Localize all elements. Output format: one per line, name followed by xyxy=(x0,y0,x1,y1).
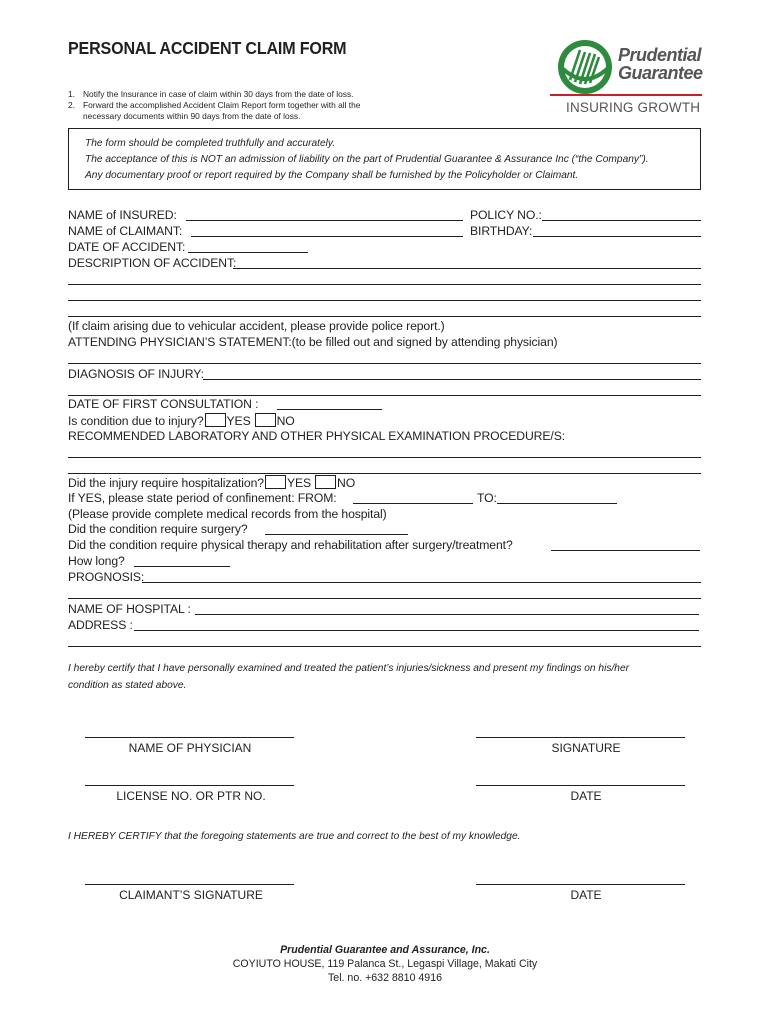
instruction-item: 2. Forward the accomplished Accident Claim Report form together with all the xyxy=(68,100,361,110)
description-line[interactable] xyxy=(68,300,701,301)
name-claimant-label: NAME of CLAIMANT: xyxy=(68,224,183,238)
physician-certification-cont: condition as stated above. xyxy=(68,680,187,691)
instruction-item: 1. Notify the Insurance in case of claim within 30 days from the date of loss. xyxy=(68,89,354,99)
footer-tel: Tel. no. +632 8810 4916 xyxy=(328,972,442,984)
prognosis-field[interactable] xyxy=(142,582,701,583)
yes-label: YES xyxy=(286,476,312,490)
claimant-date-caption: DATE xyxy=(570,888,602,902)
disclaimer-line: The form should be completed truthfully and accurately. xyxy=(85,138,336,149)
license-line[interactable] xyxy=(85,785,294,786)
company-logo xyxy=(556,38,706,118)
confinement-to-label: TO: xyxy=(477,491,497,505)
hospitalization-yes-checkbox[interactable] xyxy=(265,475,286,489)
name-claimant-field[interactable] xyxy=(191,236,463,237)
injury-yes-checkbox[interactable] xyxy=(205,413,226,427)
hospital-name-label: NAME OF HOSPITAL : xyxy=(68,602,191,616)
name-insured-label: NAME of INSURED: xyxy=(68,208,177,222)
description-field[interactable] xyxy=(233,268,701,269)
confinement-label: If YES, please state period of confinement: FROM: xyxy=(68,491,337,505)
date-caption: DATE xyxy=(570,789,602,803)
prudential-emblem-icon xyxy=(556,38,614,96)
claimant-certification: I HEREBY CERTIFY that the foregoing statements are true and correct to the best of my knowledge. xyxy=(68,831,521,842)
confinement-from-field[interactable] xyxy=(353,503,473,504)
claimant-signature-line[interactable] xyxy=(85,884,294,885)
name-of-physician-caption: NAME OF PHYSICIAN xyxy=(128,741,252,755)
due-to-injury-label: Is condition due to injury? xyxy=(68,414,204,428)
disclaimer-line: Any documentary proof or report required by the Company shall be furnished by the Policyholder or Claimant. xyxy=(85,170,579,181)
form-title: PERSONAL ACCIDENT CLAIM FORM xyxy=(68,38,347,58)
lab-procedures-label: RECOMMENDED LABORATORY AND OTHER PHYSICAL EXAMINATION PROCEDURE/S: xyxy=(68,429,566,443)
instructions-list xyxy=(68,89,360,122)
policy-no-field[interactable] xyxy=(542,220,701,221)
due-to-injury-row xyxy=(68,413,295,428)
description-line[interactable] xyxy=(68,284,701,285)
therapy-field[interactable] xyxy=(551,550,700,551)
physician-name-line[interactable] xyxy=(85,737,294,738)
logo-name-line2: Guarantee xyxy=(618,63,703,83)
therapy-label: Did the condition require physical therapy and rehabilitation after surgery/treatment? xyxy=(68,538,513,552)
disclaimer-line: The acceptance of this is NOT an admission of liability on the part of Prudential Guarantee & Assurance Inc (“the Company”). xyxy=(85,154,649,165)
physician-certification: I hereby certify that I have personally examined and treated the patient’s injuries/sickness and present my findings on his/her xyxy=(68,663,630,674)
hospitalization-no-checkbox[interactable] xyxy=(315,475,336,489)
hospitalization-row xyxy=(68,475,355,490)
instruction-item: necessary documents within 90 days from the date of loss. xyxy=(83,111,301,121)
signature-caption: SIGNATURE xyxy=(551,741,621,755)
hospital-name-field[interactable] xyxy=(195,614,699,615)
no-label: NO xyxy=(337,476,356,490)
medical-records-note: (Please provide complete medical records from the hospital) xyxy=(68,507,387,521)
physician-statement-line[interactable] xyxy=(68,363,701,364)
footer-address: COYIUTO HOUSE, 119 Palanca St., Legaspi Village, Makati City xyxy=(232,958,538,970)
prognosis-label: PROGNOSIS: xyxy=(68,570,145,584)
policy-no-label: POLICY NO.: xyxy=(470,208,542,222)
lab-procedures-line[interactable] xyxy=(68,457,701,458)
description-label: DESCRIPTION OF ACCIDENT: xyxy=(68,256,237,270)
injury-no-checkbox[interactable] xyxy=(255,413,276,427)
description-line[interactable] xyxy=(68,316,701,317)
claimant-signature-caption: CLAIMANT’S SIGNATURE xyxy=(119,888,263,902)
logo-divider xyxy=(550,94,702,96)
claimant-date-line[interactable] xyxy=(476,884,685,885)
logo-tagline: INSURING GROWTH xyxy=(566,100,701,115)
address-label: ADDRESS : xyxy=(68,618,133,632)
surgery-label: Did the condition require surgery? xyxy=(68,522,248,536)
how-long-field[interactable] xyxy=(134,566,230,567)
yes-label: YES xyxy=(226,414,251,428)
police-report-note: (If claim arising due to vehicular accident, please provide police report.) xyxy=(68,319,445,333)
physician-signature-line[interactable] xyxy=(476,737,685,738)
how-long-label: How long? xyxy=(68,554,125,568)
address-line[interactable] xyxy=(68,646,701,647)
surgery-field[interactable] xyxy=(265,534,408,535)
physician-date-line[interactable] xyxy=(476,785,685,786)
diagnosis-label: DIAGNOSIS OF INJURY: xyxy=(68,367,204,381)
birthday-label: BIRTHDAY: xyxy=(470,224,533,238)
birthday-field[interactable] xyxy=(533,236,701,237)
no-label: NO xyxy=(276,414,295,428)
first-consultation-field[interactable] xyxy=(277,409,382,410)
prognosis-line[interactable] xyxy=(68,598,701,599)
disclaimer-box xyxy=(68,128,701,190)
physician-statement-heading: ATTENDING PHYSICIAN’S STATEMENT:(to be filled out and signed by attending physician) xyxy=(68,335,558,349)
license-caption: LICENSE NO. OR PTR NO. xyxy=(116,789,266,803)
address-field[interactable] xyxy=(134,630,699,631)
name-insured-field[interactable] xyxy=(186,220,463,221)
footer-company: Prudential Guarantee and Assurance, Inc. xyxy=(280,944,490,956)
hospitalization-label: Did the injury require hospitalization? xyxy=(68,476,264,490)
diagnosis-field[interactable] xyxy=(203,379,701,380)
lab-procedures-line[interactable] xyxy=(68,473,701,474)
diagnosis-line[interactable] xyxy=(68,395,701,396)
first-consultation-label: DATE OF FIRST CONSULTATION : xyxy=(68,397,259,411)
date-accident-label: DATE OF ACCIDENT: xyxy=(68,240,186,254)
date-accident-field[interactable] xyxy=(188,252,308,253)
logo-name-line1: Prudential xyxy=(618,45,702,65)
confinement-to-field[interactable] xyxy=(497,503,617,504)
